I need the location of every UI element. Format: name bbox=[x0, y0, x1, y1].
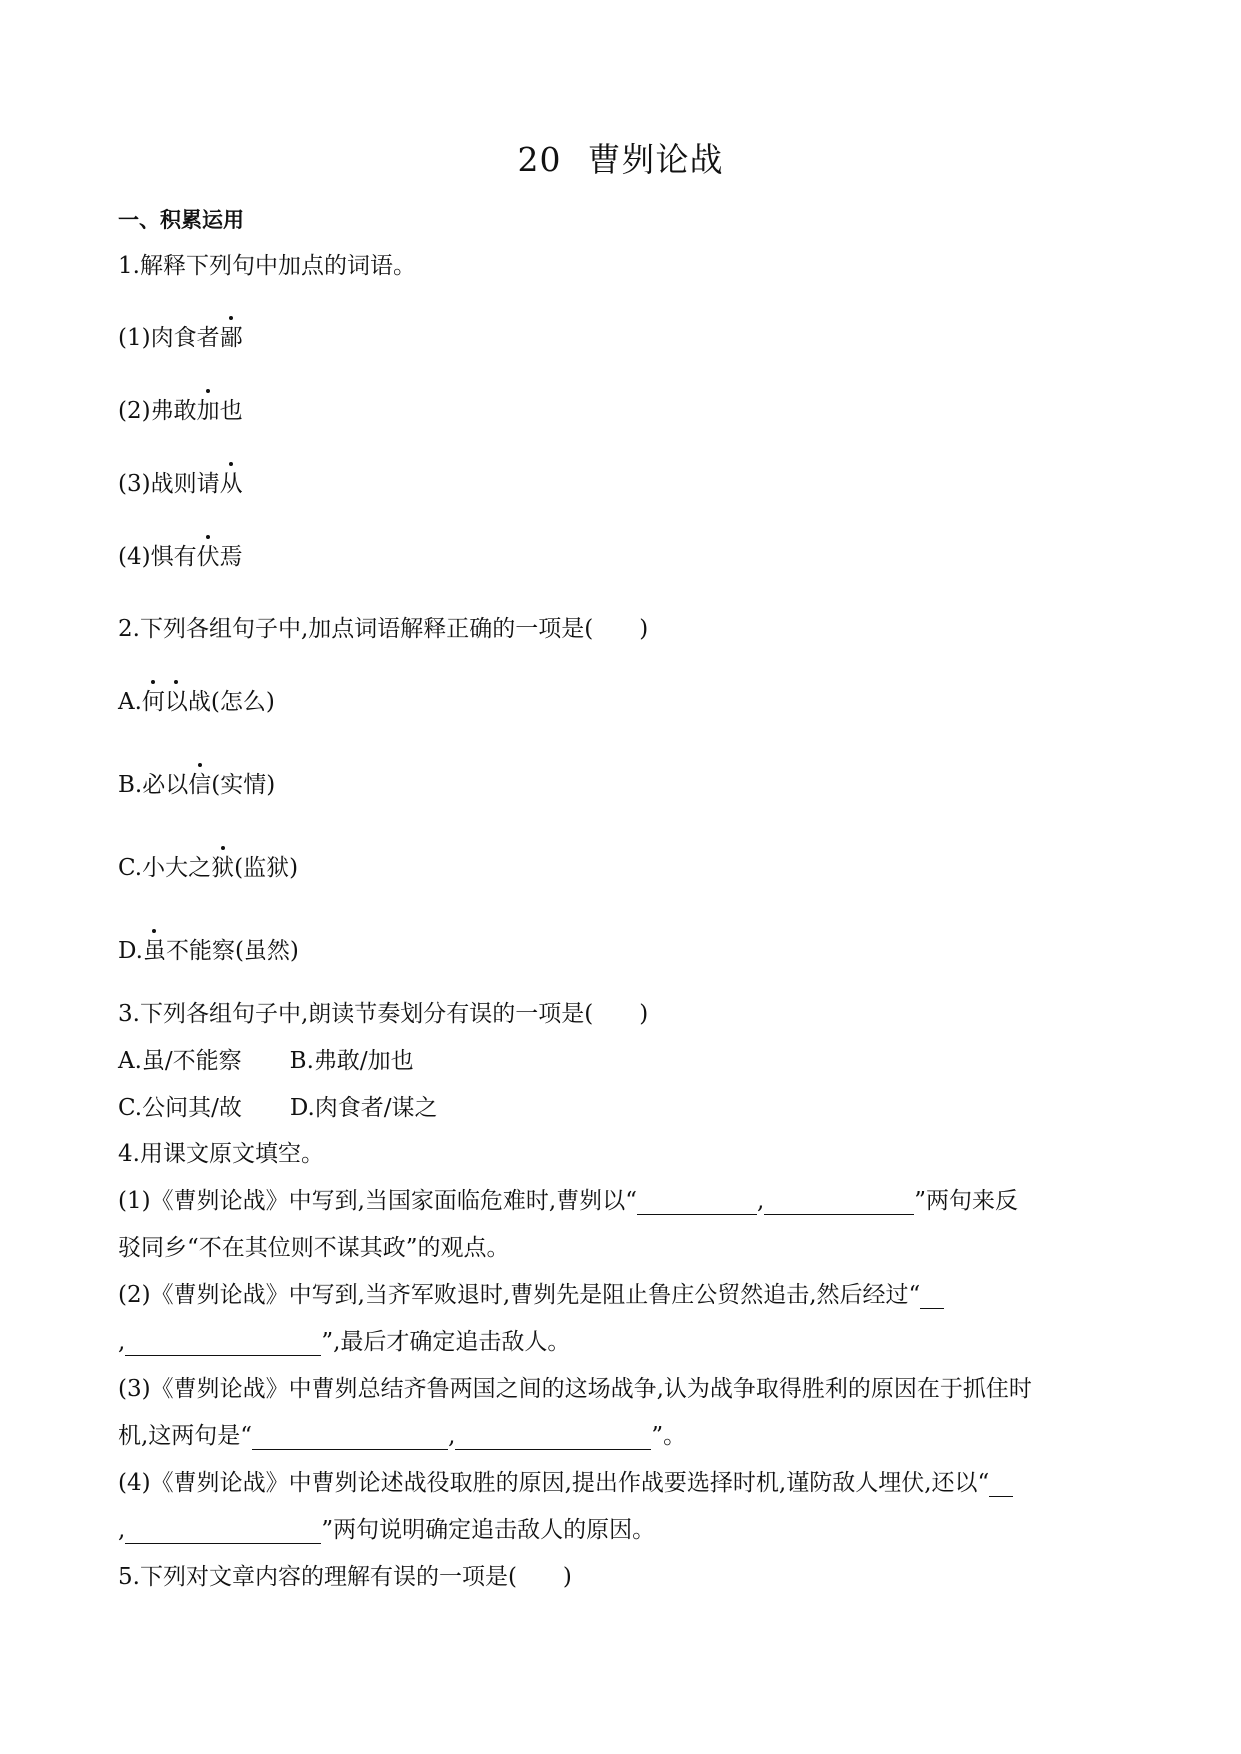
question-4-part-4 bbox=[118, 1469, 1013, 1497]
text: ”两句说明确定追击敌人的原因。 bbox=[321, 1517, 656, 1543]
option-c: C.公问其/故 bbox=[118, 1095, 242, 1121]
dotted-word: 虽 bbox=[142, 938, 166, 964]
question-2-option-b bbox=[118, 771, 275, 799]
option-a: A.虽/不能察 bbox=[118, 1048, 242, 1074]
option-text: 战(怎么) bbox=[187, 689, 275, 715]
dotted-word: 鄙 bbox=[219, 325, 243, 351]
option-text: (实情) bbox=[211, 772, 276, 798]
question-3-stem: 3.下列各组句子中,朗读节奏划分有误的一项是( ) bbox=[118, 1001, 649, 1027]
item-text: 也 bbox=[219, 398, 243, 424]
fill-blank[interactable] bbox=[920, 1286, 944, 1309]
option-text: 不能察(虽然) bbox=[165, 938, 299, 964]
question-4-stem: 4.用课文原文填空。 bbox=[118, 1141, 324, 1167]
dotted-word: 从 bbox=[219, 471, 243, 497]
question-5-stem: 5.下列对文章内容的理解有误的一项是( ) bbox=[118, 1564, 572, 1590]
fill-blank[interactable] bbox=[125, 1333, 321, 1356]
option-text: D. bbox=[118, 938, 143, 964]
item-text: 焉 bbox=[219, 544, 243, 570]
fill-blank[interactable] bbox=[637, 1192, 757, 1215]
dotted-word: 何 bbox=[141, 689, 165, 715]
text: (2)《曹刿论战》中写到,当齐军败退时,曹刿先是阻止鲁庄公贸然追击,然后经过“ bbox=[118, 1282, 921, 1308]
question-4-part-3: (3)《曹刿论战》中曹刿总结齐鲁两国之间的这场战争,认为战争取得胜利的原因在于抓住时 bbox=[118, 1376, 1032, 1402]
dotted-word: 信 bbox=[188, 772, 212, 798]
option-d: D.肉食者/谋之 bbox=[289, 1095, 438, 1121]
fill-blank[interactable] bbox=[455, 1427, 651, 1450]
dotted-word: 以 bbox=[164, 689, 188, 715]
question-4-part-1-cont: 驳同乡“不在其位则不谋其政”的观点。 bbox=[118, 1235, 510, 1261]
section-heading: 一、积累运用 bbox=[118, 208, 244, 232]
text: (1)《曹刿论战》中写到,当国家面临危难时,曹刿以“ bbox=[118, 1188, 637, 1214]
question-2-option-a bbox=[118, 688, 275, 716]
question-3-options-row-1 bbox=[118, 1047, 414, 1075]
question-2-option-c bbox=[118, 854, 298, 882]
fill-blank[interactable] bbox=[989, 1474, 1013, 1497]
item-text: (2)弗敢 bbox=[118, 398, 197, 424]
question-3-options-row-2 bbox=[118, 1094, 438, 1122]
text: ”两句来反 bbox=[914, 1188, 1019, 1214]
lesson-title: 曹刿论战 bbox=[587, 140, 724, 179]
question-1-item-2 bbox=[118, 397, 243, 425]
option-b: B.弗敢/加也 bbox=[289, 1048, 414, 1074]
question-4-part-2-cont bbox=[118, 1328, 570, 1356]
page-title bbox=[0, 134, 1241, 181]
fill-blank[interactable] bbox=[252, 1427, 448, 1450]
text: , bbox=[448, 1423, 456, 1449]
lesson-number: 20 bbox=[517, 140, 562, 179]
text: , bbox=[118, 1517, 126, 1543]
option-text: A. bbox=[118, 689, 142, 715]
text: , bbox=[118, 1329, 126, 1355]
question-4-part-4-cont bbox=[118, 1516, 655, 1544]
question-2-option-d bbox=[118, 937, 299, 965]
text: 机,这两句是“ bbox=[118, 1423, 253, 1449]
dotted-word: 狱 bbox=[211, 855, 235, 881]
question-4-part-1 bbox=[118, 1187, 1018, 1215]
text: , bbox=[756, 1188, 765, 1214]
question-1-stem: 1.解释下列句中加点的词语。 bbox=[118, 253, 416, 279]
fill-blank[interactable] bbox=[125, 1521, 321, 1544]
text: ”。 bbox=[651, 1423, 687, 1449]
option-text: (监狱) bbox=[234, 855, 299, 881]
option-text: C.小大之 bbox=[118, 855, 212, 881]
text: ”,最后才确定追击敌人。 bbox=[321, 1329, 571, 1355]
question-1-item-3 bbox=[118, 470, 243, 498]
item-text: (4)惧有 bbox=[118, 544, 197, 570]
item-text: (1)肉食者 bbox=[118, 325, 220, 351]
question-1-item-4 bbox=[118, 543, 243, 571]
question-2-stem: 2.下列各组句子中,加点词语解释正确的一项是( ) bbox=[118, 616, 649, 642]
question-4-part-3-cont bbox=[118, 1422, 686, 1450]
dotted-word: 加 bbox=[196, 398, 220, 424]
item-text: (3)战则请 bbox=[118, 471, 220, 497]
question-1-item-1 bbox=[118, 324, 243, 352]
option-text: B.必以 bbox=[118, 772, 189, 798]
dotted-word: 伏 bbox=[196, 544, 220, 570]
question-4-part-2 bbox=[118, 1281, 944, 1309]
fill-blank[interactable] bbox=[764, 1192, 914, 1215]
text: (4)《曹刿论战》中曹刿论述战役取胜的原因,提出作战要选择时机,谨防敌人埋伏,还以“ bbox=[118, 1470, 990, 1496]
